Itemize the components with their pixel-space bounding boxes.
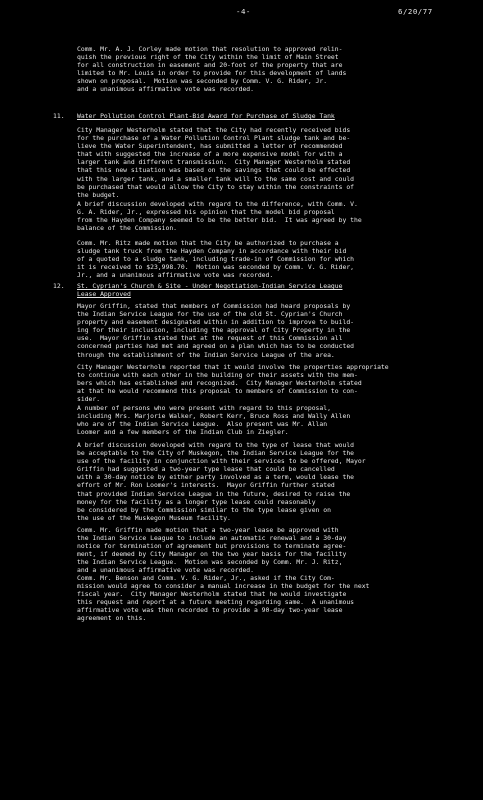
item-title-continued: Lease Approved [77, 290, 131, 299]
text-line: be purchased that would allow the City to stay within the constraints of [77, 182, 355, 191]
text-line: shown on proposal. Motion was seconded by Comm. V. G. Rider, Jr. [77, 77, 328, 86]
text-line: use of the facility in conjunction with their services to be offered, Mayor [77, 457, 366, 466]
text-line: affirmative vote was then recorded to provide a 90-day two-year lease [77, 606, 343, 615]
text-line: A brief discussion developed with regard to the difference, with Comm. V. [77, 200, 358, 208]
text-line: the Indian Service League. Motion was seconded by Comm. Mr. J. Ritz, [77, 558, 343, 567]
item-number: 12. [53, 282, 65, 290]
item-heading [77, 112, 457, 120]
text-line: with the larger tank, and a smaller tank will to the same cost and could [77, 174, 355, 183]
text-line: lieve the Water Superintendent, has submitted a letter of recommended [77, 142, 343, 151]
item-number: 11. [53, 112, 65, 120]
text-line: Mayor Griffin, stated that members of Commission had heard proposals by [77, 302, 351, 310]
text-line: Loomer and a few members of the Indian Club in Ziegler. [77, 428, 289, 437]
text-line: sludge tank truck from the Hayden Company in accordance with their bid [77, 247, 347, 256]
text-line: balance of the Commission. [77, 224, 178, 233]
paragraph [77, 200, 457, 232]
text-line: Comm. Mr. Benson and Comm. V. G. Rider, Jr., asked if the City Com- [77, 574, 335, 582]
text-line: larger tank and different transmission. City Manager Westerholm stated [77, 158, 351, 167]
text-line: including Mrs. Marjorie Walker, Robert Kerr, Bruce Ross and Wally Allen [77, 412, 351, 421]
paragraph [77, 404, 457, 436]
text-line: the Indian Service League for the use of the old St. Cyprian's Church [77, 310, 343, 319]
text-line: at that he would recommend this proposal to members of Commission to con- [77, 387, 358, 396]
text-line: the budget. [77, 190, 120, 199]
text-line: notice for termination of agreement but provisions to terminate agree- [77, 542, 347, 551]
text-line: agreement on this. [77, 614, 147, 623]
text-line: bers which has established and recognized. City Manager Westerholm stated [77, 379, 362, 388]
text-line: from the Hayden Company seemed to be the better bid. It was agreed by the [77, 216, 362, 225]
text-line: money for the facility as a longer type lease could reasonably [77, 497, 316, 506]
text-line: ing for their inclusion, including the approval of City Property in the [77, 326, 351, 335]
text-line: Jr., and a unanimous affirmative vote was recorded. [77, 271, 274, 280]
page-number: -4- [236, 7, 251, 16]
text-line: A number of persons who were present with regard to this proposal, [77, 404, 331, 412]
text-line: concerned parties had met and agreed on a plan which has to be conducted [77, 342, 355, 351]
text-line: of a quoted to a sludge tank, including trade-in of Commission for which [77, 255, 355, 264]
text-line: G. A. Rider, Jr., expressed his opinion that the model bid proposal [77, 208, 335, 217]
text-line: quish the previous right of the City within the limit of Main Street [77, 53, 339, 62]
text-line: through the establishment of the Indian Service League of the area. [77, 350, 335, 359]
item-title: St. Cyprian's Church & Site - Under Negotiation-Indian Service League [77, 282, 343, 290]
text-line: and a unanimous affirmative vote was recorded. [77, 85, 254, 94]
text-line: use. Mayor Griffin stated that at the request of this Commission all [77, 334, 343, 343]
paragraph [77, 363, 457, 403]
document-date: 6/20/77 [398, 7, 433, 16]
text-line: effort of Mr. Ron Loomer's interests. Mayor Griffin further stated [77, 481, 335, 490]
text-line: fiscal year. City Manager Westerholm stated that he would investigate [77, 590, 347, 599]
text-line: property and easement designated within in addition to improve to build- [77, 318, 355, 327]
text-line: City Manager Westerholm stated that the City had recently received bids [77, 126, 351, 134]
text-line: for the purchase of a Water Pollution Control Plant sludge tank and be- [77, 134, 351, 143]
paragraph [77, 126, 457, 199]
text-line: for all construction in easement and 20-foot of the property that are [77, 61, 343, 70]
text-line: that with suggested the increase of a more expensive model for with a [77, 150, 343, 159]
text-line: Comm. Mr. Griffin made motion that a two-year lease be approved with [77, 526, 339, 534]
item-title: Water Pollution Control Plant-Bid Award for Purchase of Sludge Tank [77, 112, 335, 120]
paragraph [77, 574, 457, 623]
text-line: the Indian Service League to include an automatic renewal and a 30-day [77, 534, 347, 543]
paragraph [77, 302, 457, 359]
paragraph [77, 239, 457, 279]
text-line: sider. [77, 395, 101, 404]
text-line: to continue with each other in the building or their assets with the mem- [77, 371, 358, 380]
text-line: the use of the Muskegon Museum facility. [77, 513, 231, 522]
text-line: who are of the Indian Service League. Also present was Mr. Allan [77, 420, 328, 429]
text-line: ment, if deemed by City Manager on the two year basis for the facility [77, 550, 347, 559]
text-line: be acceptable to the City of Muskegon, the Indian Service League for the [77, 449, 355, 458]
text-line: be considered by the Commission similar to the type lease given on [77, 505, 331, 514]
text-line: this request and report at a future meeting regarding same. A unanimous [77, 598, 355, 607]
text-line: it is received to $23,998.70. Motion was seconded by Comm. V. G. Rider, [77, 263, 355, 272]
text-line: Griffin had suggested a two-year type lease that could be cancelled [77, 465, 335, 474]
text-line: Comm. Mr. Ritz made motion that the City be authorized to purchase a [77, 239, 339, 247]
paragraph [77, 45, 457, 94]
item-heading [77, 282, 457, 298]
text-line: with a 30-day notice by either party involved as a term, would lease the [77, 473, 355, 482]
text-line: Comm. Mr. A. J. Corley made motion that resolution to approved relin- [77, 45, 343, 53]
text-line: mission would agree to consider a manual increase in the budget for the next [77, 582, 370, 591]
text-line: that this new situation was based on the savings that could be effected [77, 166, 351, 175]
text-line: A brief discussion developed with regard to the type of lease that would [77, 441, 355, 449]
paragraph [77, 526, 457, 575]
text-line: and a unanimous affirmative vote was recorded. [77, 566, 254, 575]
text-line: City Manager Westerholm reported that it would involve the properties appropriate [77, 363, 389, 371]
paragraph [77, 441, 457, 522]
text-line: limited to Mr. Louis in order to provide for this development of lands [77, 69, 347, 78]
text-line: that provided Indian Service League in the future, desired to raise the [77, 489, 351, 498]
